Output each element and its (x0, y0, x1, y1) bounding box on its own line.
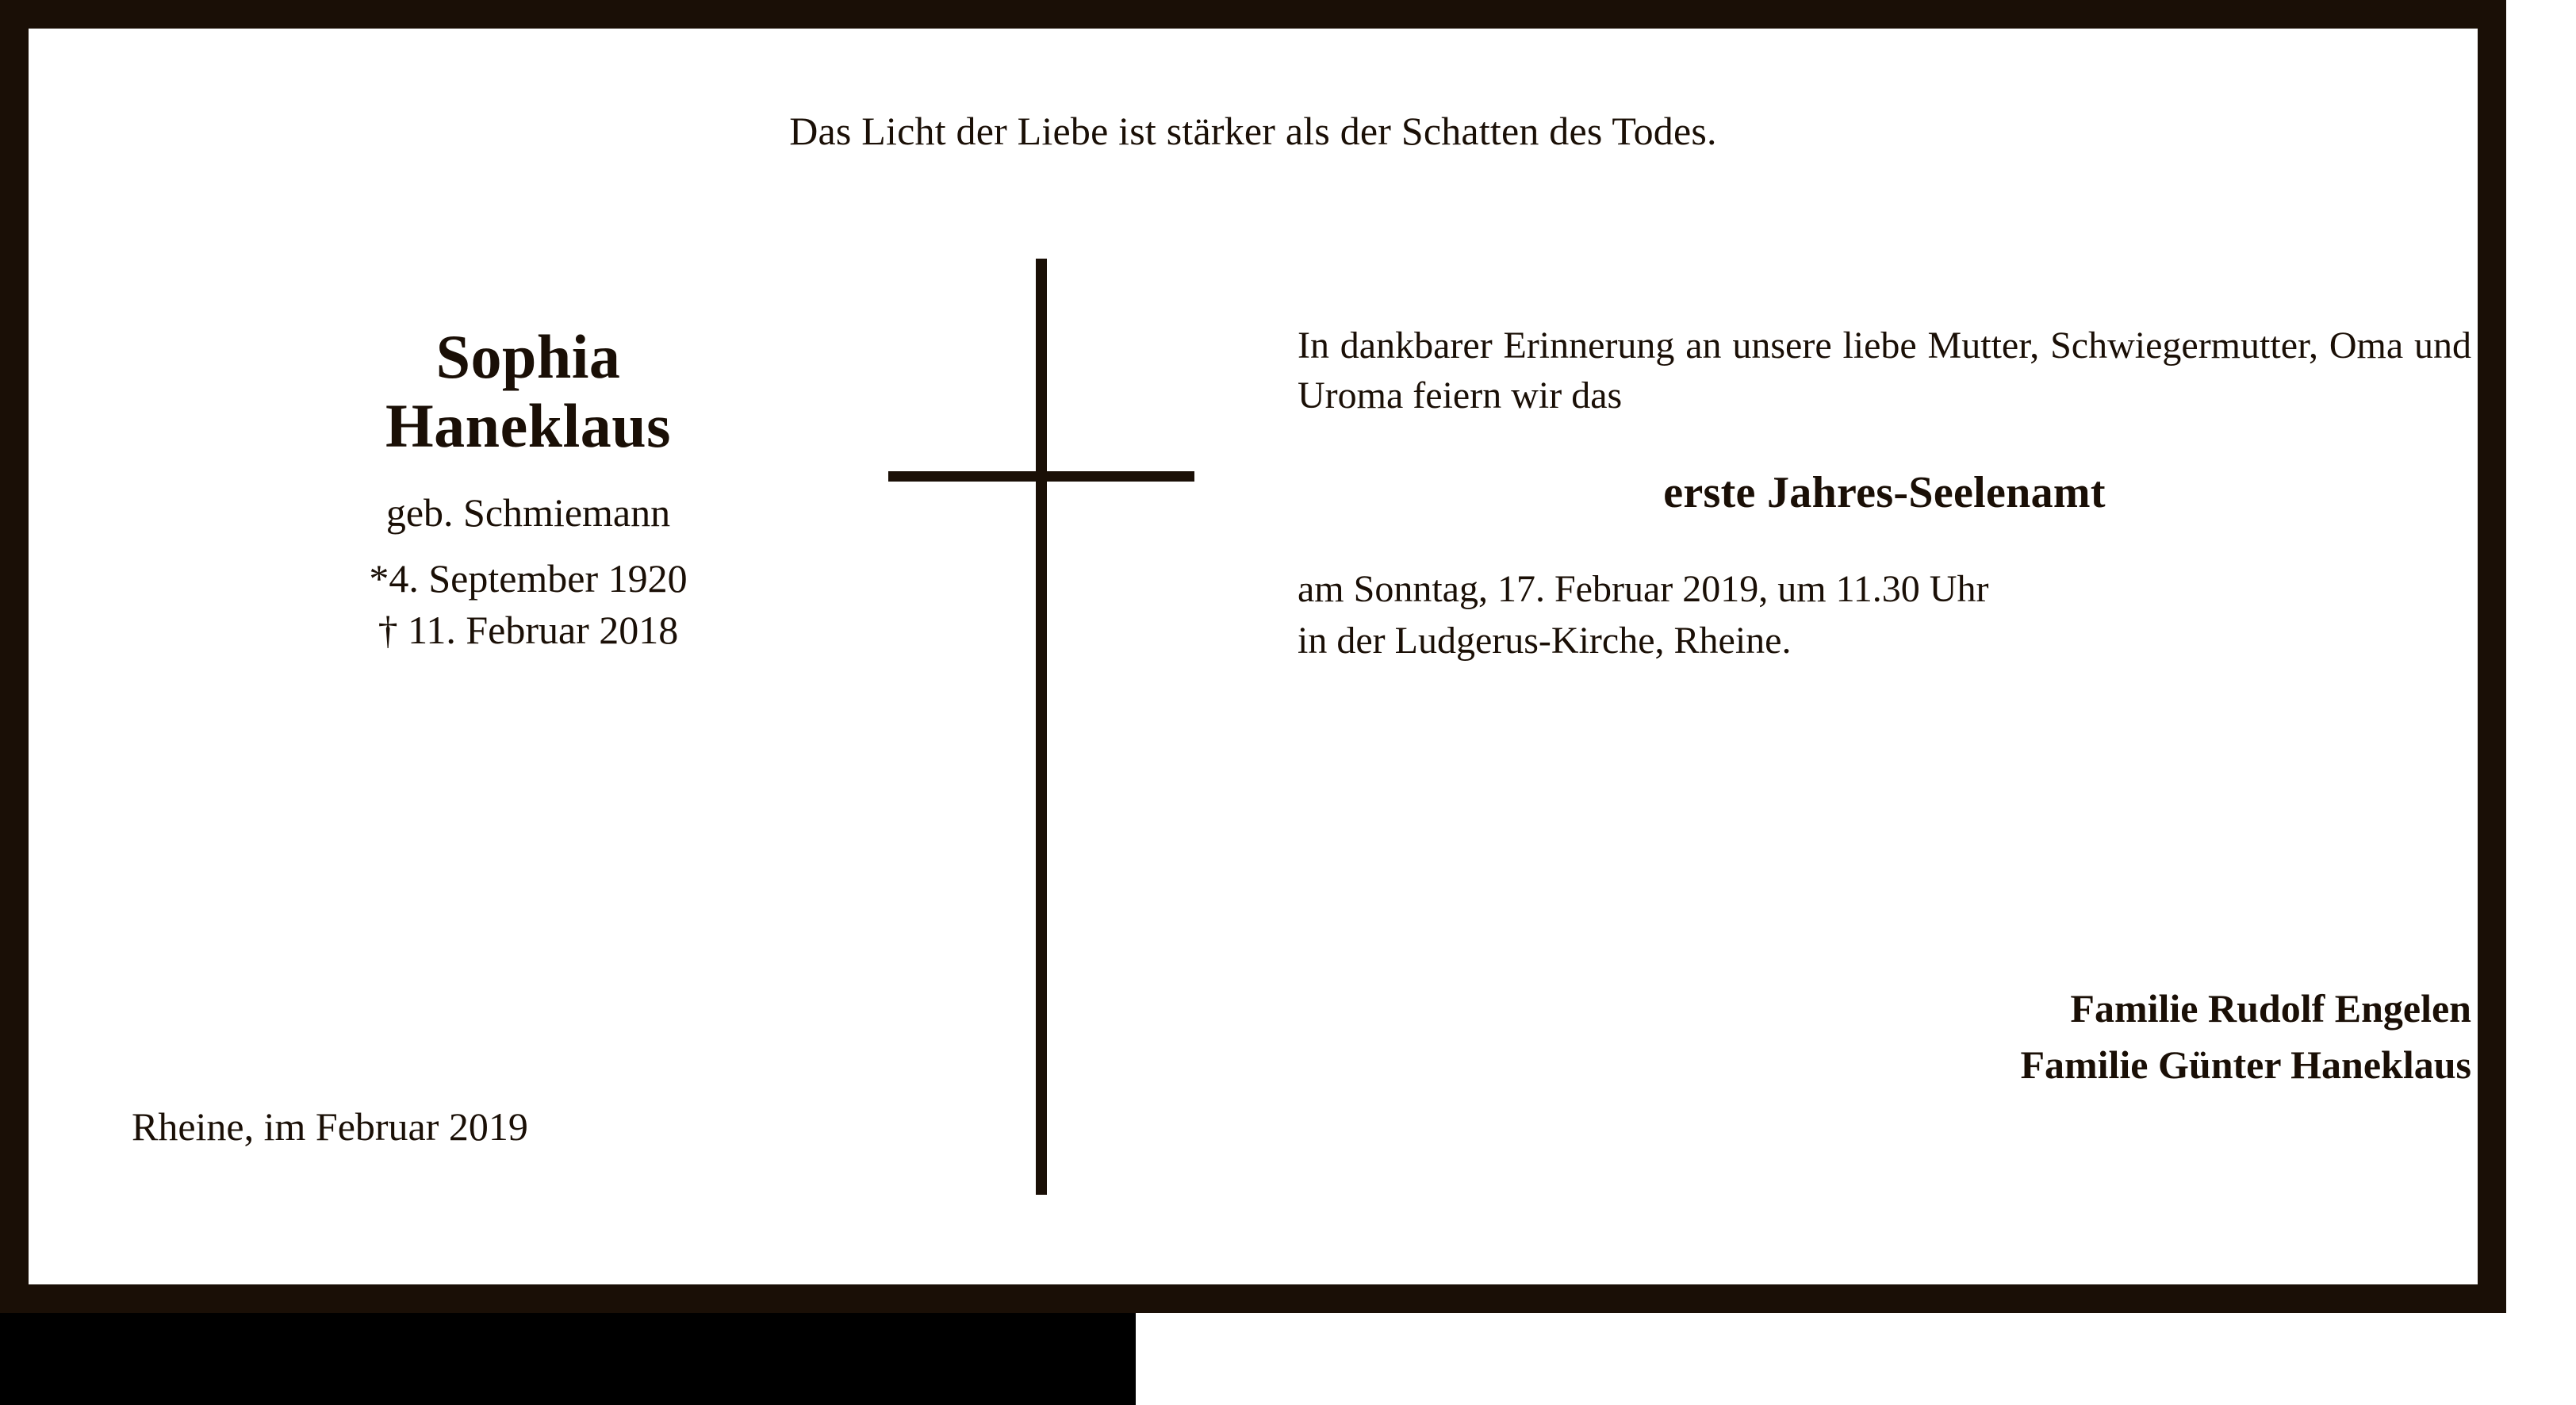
family-signature-line: Familie Günter Haneklaus (2020, 1042, 2471, 1087)
obituary-card (29, 29, 2478, 1284)
cross-vertical-bar (1036, 259, 1047, 1195)
service-details-line-2: in der Ludgerus-Kirche, Rheine. (1298, 619, 1792, 662)
place-and-date: Rheine, im Februar 2019 (132, 1104, 528, 1149)
service-details-line-1: am Sonntag, 17. Februar 2019, um 11.30 Uhr (1298, 567, 1989, 610)
memorial-intro-text: In dankbarer Erinnerung an unsere liebe Mutter, Schwiegermutter, Oma und Uroma feiern wir das (1298, 324, 2471, 417)
family-signature-line: Familie Rudolf Engelen (2070, 986, 2471, 1031)
deceased-birth-date: *4. September 1920 (369, 555, 688, 601)
memorial-block (1298, 321, 2471, 666)
deceased-death-date: † 11. Februar 2018 (378, 607, 679, 652)
service-title: erste Jahres-Seelenamt (1663, 467, 2106, 517)
deceased-maiden-name: geb. Schmiemann (385, 489, 671, 535)
deceased-first-name: Sophia (435, 322, 621, 391)
motto-text: Das Licht der Liebe ist stärker als der Schatten des Todes. (789, 109, 1717, 153)
deceased-block (84, 322, 972, 656)
family-signatures (1298, 981, 2471, 1093)
deceased-last-name: Haneklaus (385, 391, 671, 461)
bottom-black-band (0, 1313, 1136, 1405)
